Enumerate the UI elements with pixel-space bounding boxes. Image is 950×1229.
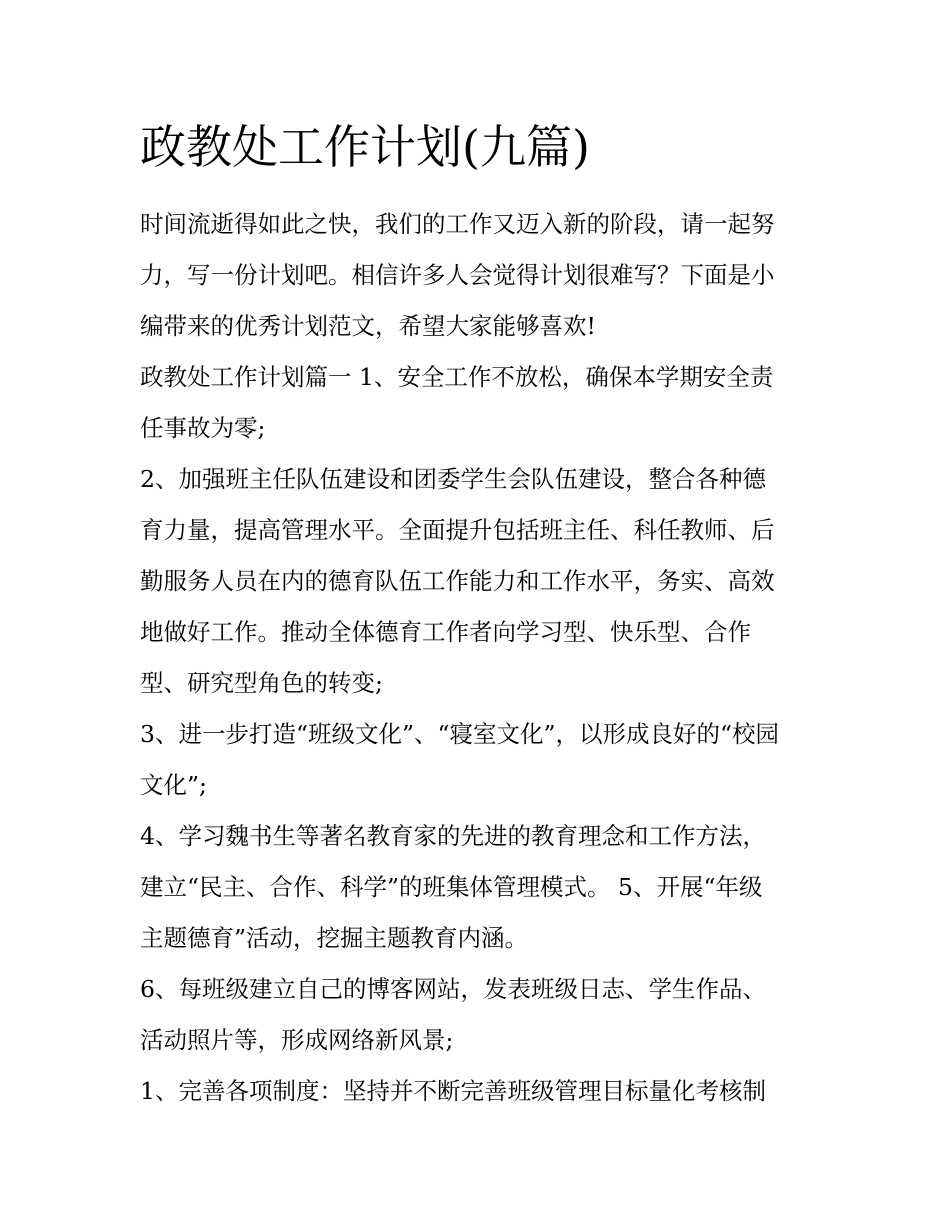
- text-line: 建立“民主、合作、科学”的班集体管理模式。 5、开展“年级: [140, 873, 763, 901]
- text-line: 任事故为零;: [140, 414, 266, 442]
- text-line: 勤服务人员在内的德育队伍工作能力和工作水平，务实、高效: [140, 567, 775, 595]
- text-line: 4、学习魏书生等著名教育家的先进的教育理念和工作方法，: [140, 822, 766, 850]
- text-line: 主题德育”活动，挖掘主题教育内涵。: [140, 924, 529, 952]
- text-line: 育力量，提高管理水平。全面提升包括班主任、科任教师、后: [140, 516, 775, 544]
- text-line: 6、每班级建立自己的博客网站，发表班级日志、学生作品、: [140, 975, 766, 1003]
- text-line: 编带来的优秀计划范文，希望大家能够喜欢!: [140, 312, 596, 340]
- text-line: 力，写一份计划吧。相信许多人会觉得计划很难写？下面是小: [140, 261, 775, 289]
- text-line: 文化”;: [140, 771, 207, 799]
- document-title: 政教处工作计划(九篇): [140, 120, 590, 174]
- text-line: 地做好工作。推动全体德育工作者向学习型、快乐型、合作: [140, 618, 751, 646]
- text-line: 活动照片等，形成网络新风景;: [140, 1026, 454, 1054]
- text-line: 3、进一步打造“班级文化”、“寝室文化”，以形成良好的“校园: [140, 720, 780, 748]
- text-line: 政教处工作计划篇一 1、安全工作不放松，确保本学期安全责: [140, 363, 774, 391]
- document-body: [140, 199, 820, 1117]
- text-line: 型、研究型角色的转变;: [140, 669, 383, 697]
- text-line: 1、完善各项制度：坚持并不断完善班级管理目标量化考核制: [140, 1077, 766, 1105]
- text-line: 2、加强班主任队伍建设和团委学生会队伍建设，整合各种德: [140, 465, 766, 493]
- text-line: 时间流逝得如此之快，我们的工作又迈入新的阶段，请一起努: [140, 210, 775, 238]
